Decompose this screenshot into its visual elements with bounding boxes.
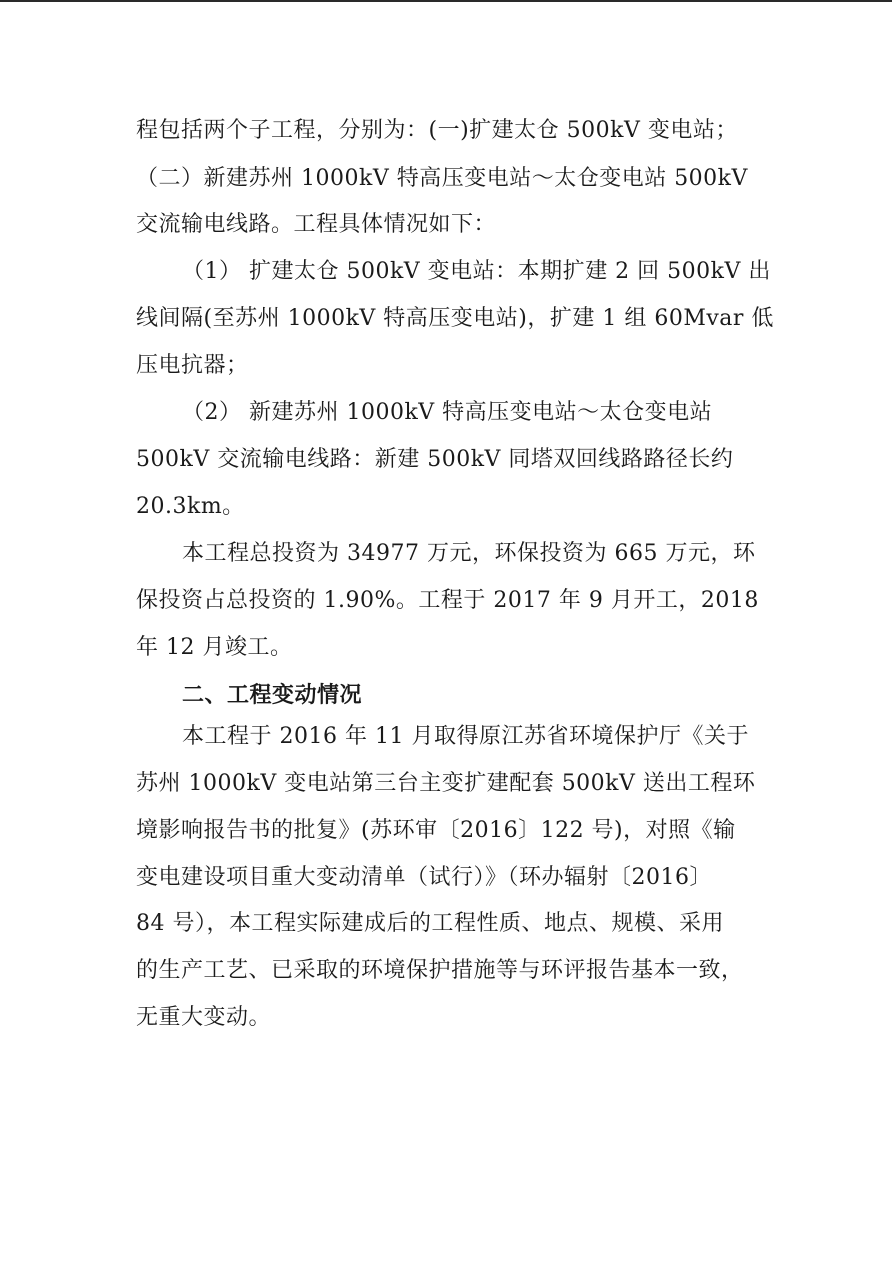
paragraph-line: 苏州 1000kV 变电站第三台主变扩建配套 500kV 送出工程环 xyxy=(136,771,756,796)
paragraph-line: （二）新建苏州 1000kV 特高压变电站～太仓变电站 500kV xyxy=(136,166,748,191)
list-item-line: （2） 新建苏州 1000kV 特高压变电站～太仓变电站 xyxy=(182,400,713,425)
paragraph-line: 压电抗器； xyxy=(136,353,249,378)
paragraph-line: 的生产工艺、已采取的环境保护措施等与环评报告基本一致， xyxy=(136,958,744,983)
section-heading: 二、工程变动情况 xyxy=(182,683,363,708)
paragraph-line: 500kV 交流输电线路：新建 500kV 同塔双回线路路径长约 xyxy=(136,447,734,472)
paragraph-line: 保投资占总投资的 1.90%。工程于 2017 年 9 月开工，2018 xyxy=(136,588,759,613)
paragraph-line: 84 号），本工程实际建成后的工程性质、地点、规模、采用 xyxy=(136,911,724,936)
paragraph-line: 交流输电线路。工程具体情况如下： xyxy=(136,212,497,237)
paragraph-line: 线间隔(至苏州 1000kV 特高压变电站)，扩建 1 组 60Mvar 低 xyxy=(136,306,774,331)
paragraph-line: 本工程总投资为 34977 万元，环保投资为 665 万元，环 xyxy=(182,541,756,566)
paragraph-line: 变电建设项目重大变动清单（试行）》（环办辐射〔2016〕 xyxy=(136,865,712,890)
paragraph-line: 20.3km。 xyxy=(136,494,245,519)
list-item-line: （1） 扩建太仓 500kV 变电站：本期扩建 2 回 500kV 出 xyxy=(182,259,771,284)
paragraph-line: 境影响报告书的批复》(苏环审〔2016〕122 号)，对照《输 xyxy=(136,818,736,843)
paragraph-line: 程包括两个子工程，分别为：(一)扩建太仓 500kV 变电站； xyxy=(136,118,738,143)
paragraph-line: 年 12 月竣工。 xyxy=(136,635,293,660)
paragraph-line: 本工程于 2016 年 11 月取得原江苏省环境保护厅《关于 xyxy=(182,724,749,749)
paragraph-line: 无重大变动。 xyxy=(136,1005,272,1030)
